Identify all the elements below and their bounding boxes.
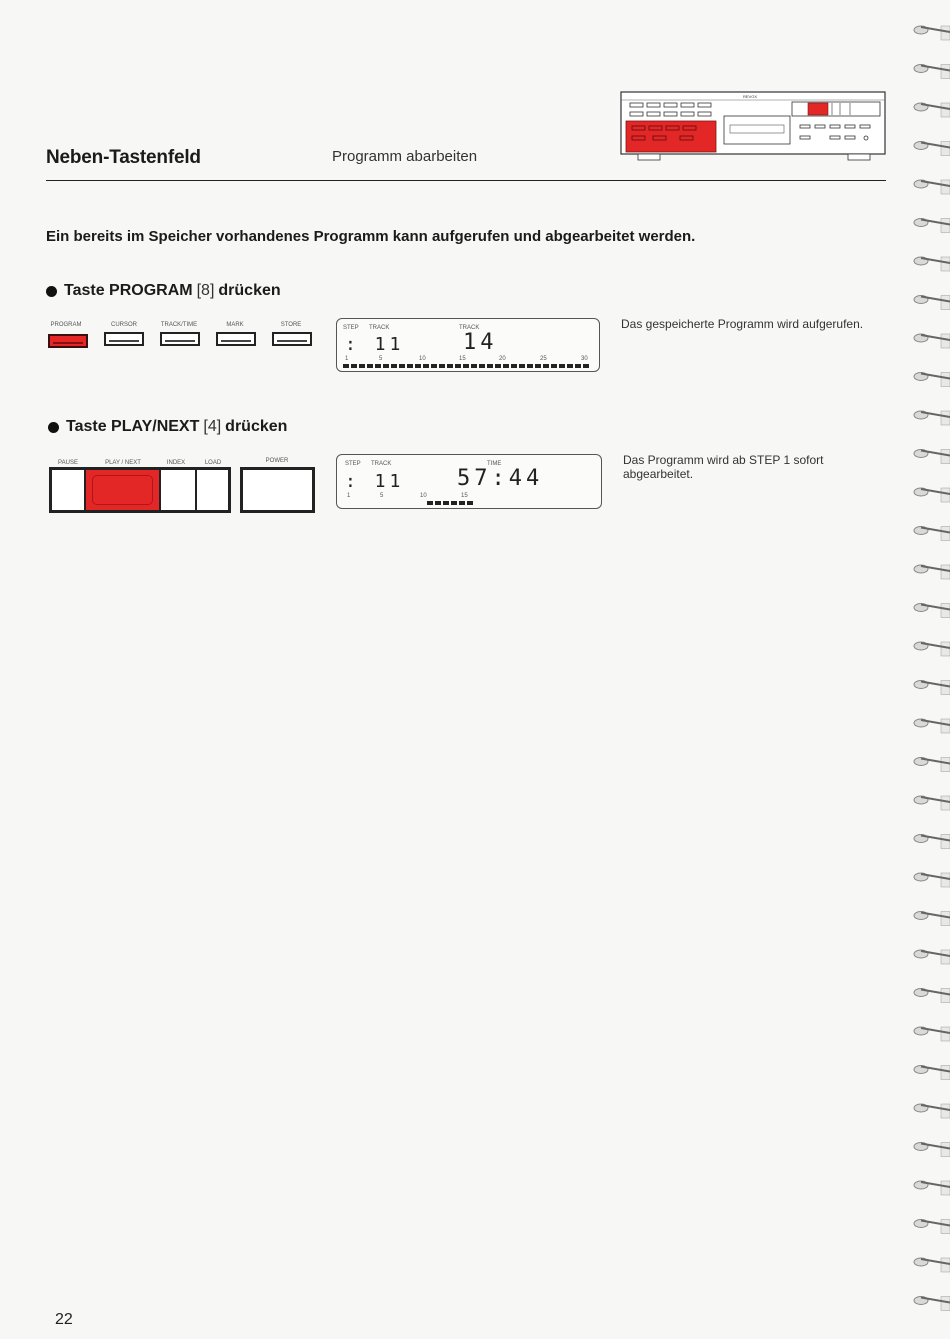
key-label-load: LOAD [204,460,222,466]
spiral-ring [914,103,950,117]
lcd-scale-20: 20 [499,356,506,362]
spiral-ring [914,1297,950,1311]
lcd-main-value: 14 [463,330,498,355]
play-next-key-face [92,475,153,505]
device-brand-label: REVOX [742,94,758,99]
spiral-ring [914,26,950,40]
spiral-ring [914,257,950,271]
lcd-scale-1: 1 [345,356,349,362]
lcd-scale-1: 1 [347,493,351,499]
lcd-scale-30: 30 [581,356,588,362]
key-label-program: PROGRAM [50,322,82,328]
spiral-ring [914,1220,950,1234]
lcd-scale-5: 5 [380,493,384,499]
spiral-ring [914,565,950,579]
spiral-ring [914,1181,950,1195]
transport-key-group [49,467,231,513]
key-label-play-next: PLAY / NEXT [105,460,141,466]
mark-key[interactable] [216,332,256,346]
lcd-scale-5: 5 [379,356,383,362]
spiral-ring [914,912,950,926]
power-key[interactable] [240,467,315,513]
lcd-label-step: STEP [343,325,359,331]
lcd-step-value: : 11 [345,471,405,492]
key-label-store: STORE [280,322,302,328]
lcd-step-value: : 11 [345,334,405,355]
lcd-label-track-right: TRACK [459,325,480,331]
step2-heading-prefix: Taste PLAY/NEXT [66,418,200,435]
spiral-ring [914,142,950,156]
page-subtitle: Programm abarbeiten [332,148,478,165]
spiral-ring [914,835,950,849]
spiral-ring [914,950,950,964]
lcd-scale-15: 15 [461,493,468,499]
spiral-ring [914,758,950,772]
spiral-ring [914,450,950,464]
spiral-ring [914,642,950,656]
page-number: 22 [55,1311,73,1328]
step2-heading-suffix: drücken [225,418,288,435]
spiral-binding [910,0,950,1339]
spiral-ring [914,334,950,348]
program-key[interactable] [48,334,88,348]
spiral-ring [914,796,950,810]
key-label-cursor: CURSOR [110,322,137,328]
lcd-step-bar [343,364,591,368]
spiral-ring [914,1027,950,1041]
key-label-index: INDEX [166,460,186,466]
index-key[interactable] [161,470,195,510]
spiral-ring [914,296,950,310]
store-key[interactable] [272,332,312,346]
step1-display [336,318,600,372]
step2-display [336,454,602,509]
lcd-step-bar [427,501,475,505]
lcd-label-step: STEP [345,461,361,467]
lcd-label-track: TRACK [369,325,390,331]
spiral-ring [914,604,950,618]
step1-description: Das gespeicherte Programm wird aufgerufen. [621,317,864,331]
key-label-mark: MARK [226,322,244,328]
bullet-icon [46,286,57,297]
key-label-track-time: TRACK/TIME [160,322,198,328]
load-key[interactable] [197,470,228,510]
spiral-ring [914,373,950,387]
spiral-ring [914,1143,950,1157]
spiral-ring [914,180,950,194]
cursor-key[interactable] [104,332,144,346]
lcd-label-track: TRACK [371,461,392,467]
lcd-time-value: 57:44 [457,466,544,491]
spiral-ring [914,873,950,887]
intro-text: Ein bereits im Speicher vorhandenes Programm kann aufgerufen und abgearbeitet werden. [46,228,696,245]
header-rule [46,180,886,181]
lcd-label-time: TIME [487,461,502,467]
spiral-ring [914,411,950,425]
step1-heading-suffix: drücken [218,282,281,299]
step2-description: Das Programm wird ab STEP 1 sofort abgearbeitet. [623,453,824,481]
spiral-ring [914,719,950,733]
spiral-ring [914,681,950,695]
pause-key[interactable] [52,470,84,510]
step2-heading [48,418,287,436]
lcd-scale-10: 10 [420,493,427,499]
step1-heading-ref: [8] [196,282,215,299]
step1-heading-prefix: Taste PROGRAM [64,282,193,299]
spiral-ring [914,488,950,502]
spiral-ring [914,527,950,541]
spiral-ring [914,1104,950,1118]
spiral-ring [914,1066,950,1080]
step2-keypad [48,455,318,517]
page-title: Neben-Tastenfeld [46,147,201,168]
spiral-ring [914,989,950,1003]
spiral-ring [914,219,950,233]
step1-keypad [46,318,316,358]
step1-heading [46,282,281,300]
key-label-power: POWER [265,458,289,464]
step2-heading-ref: [4] [203,418,222,435]
bullet-icon [48,422,59,433]
spiral-ring [914,1258,950,1272]
spiral-ring [914,65,950,79]
device-illustration [620,90,888,162]
key-label-pause: PAUSE [58,460,78,466]
lcd-scale-15: 15 [459,356,466,362]
lcd-scale-10: 10 [419,356,426,362]
track-time-key[interactable] [160,332,200,346]
play-next-key[interactable] [86,470,159,510]
lcd-scale-25: 25 [540,356,547,362]
